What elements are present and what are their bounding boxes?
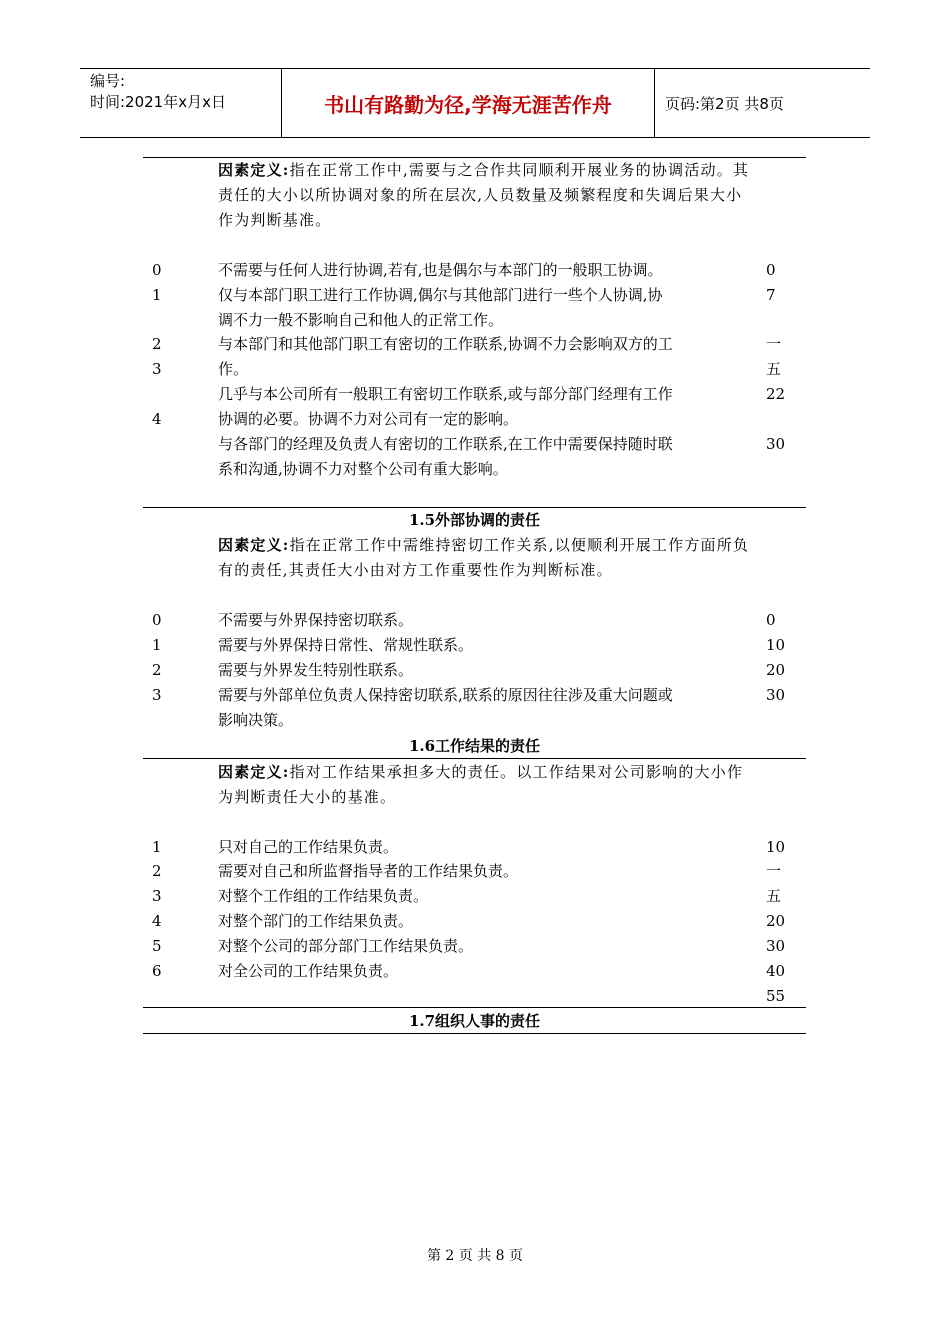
level-number: 1 [152, 636, 162, 654]
level-number: 5 [152, 937, 162, 955]
level-score: 40 [766, 962, 786, 980]
level-number: 2 [152, 335, 162, 353]
level-score: 30 [766, 435, 786, 453]
section-1-6-title: 1.6工作结果的责任 [408, 737, 541, 755]
level-description: 与本部门和其他部门职工有密切的工作联系,协调不力会影响双方的工 [218, 335, 673, 353]
page-header [80, 68, 870, 138]
level-number: 6 [152, 962, 162, 980]
definition-label: 因素定义: [218, 763, 290, 781]
section-rule [143, 758, 806, 759]
level-description: 不需要与任何人进行协调,若有,也是偶尔与本部门的一般职工协调。 [218, 261, 663, 279]
level-score: 30 [766, 937, 786, 955]
level-number: 0 [152, 611, 162, 629]
definition-text: 指在正常工作中,需要与之合作共同顺利开展业务的协调活动。其责任的大小以所协调对象的所在层次,人员数量及频繁程度和失调后果大小作为判断基准。 [218, 161, 750, 229]
level-number: 1 [152, 838, 162, 856]
level-description: 需要对自己和所监督指导者的工作结果负责。 [218, 862, 519, 880]
level-number: 3 [152, 360, 162, 378]
level-number: 1 [152, 286, 162, 304]
section-1-7-title: 1.7组织人事的责任 [408, 1012, 541, 1030]
section-1-5-title: 1.5外部协调的责任 [408, 511, 541, 529]
level-number: 4 [152, 410, 162, 428]
section-1-5-definition [218, 533, 753, 583]
level-description: 影响决策。 [218, 711, 294, 729]
header-motto: 书山有路勤为径,学海无涯苦作舟 [324, 93, 612, 117]
level-score: 一 [766, 335, 782, 353]
level-description: 对全公司的工作结果负责。 [218, 962, 399, 980]
level-score: 7 [766, 286, 776, 304]
level-description: 协调的必要。协调不力对公司有一定的影响。 [218, 410, 519, 428]
level-number: 2 [152, 862, 162, 880]
level-score: 22 [766, 385, 786, 403]
level-description: 不需要与外界保持密切联系。 [218, 611, 414, 629]
level-number: 0 [152, 261, 162, 279]
level-number: 2 [152, 661, 162, 679]
level-description: 对整个公司的部分部门工作结果负责。 [218, 937, 474, 955]
level-score: 五 [766, 360, 782, 378]
header-meta [90, 71, 280, 113]
level-description: 调不力一般不影响自己和他人的正常工作。 [218, 311, 504, 329]
definition-text: 指在正常工作中需维持密切工作关系,以便顺利开展工作方面所负有的责任,其责任大小由对方工作重要性作为判断标准。 [218, 536, 750, 579]
definition-text: 指对工作结果承担多大的责任。以工作结果对公司影响的大小作为判断责任大小的基准。 [218, 763, 744, 806]
level-description: 对整个工作组的工作结果负责。 [218, 887, 429, 905]
level-description: 需要与外界发生特别性联系。 [218, 661, 414, 679]
level-description: 与各部门的经理及负责人有密切的工作联系,在工作中需要保持随时联 [218, 435, 673, 453]
level-score: 10 [766, 636, 786, 654]
level-score: 五 [766, 887, 782, 905]
header-page-info: 页码:第2页 共8页 [665, 95, 784, 113]
level-score: 55 [766, 987, 786, 1005]
section-rule [143, 1007, 806, 1008]
level-score: 20 [766, 912, 786, 930]
definition-label: 因素定义: [218, 536, 290, 554]
section-rule [143, 1033, 806, 1034]
level-number: 3 [152, 686, 162, 704]
level-description: 作。 [218, 360, 249, 378]
level-description: 几乎与本公司所有一般职工有密切工作联系,或与部分部门经理有工作 [218, 385, 673, 403]
definition-label: 因素定义: [218, 161, 290, 179]
level-score: 20 [766, 661, 786, 679]
section-1-6-definition [218, 760, 753, 810]
level-description: 需要与外界保持日常性、常规性联系。 [218, 636, 474, 654]
level-description: 需要与外部单位负责人保持密切联系,联系的原因往往涉及重大问题或 [218, 686, 673, 704]
level-number: 4 [152, 912, 162, 930]
level-number: 3 [152, 887, 162, 905]
level-score: 0 [766, 611, 776, 629]
header-id-label: 编号: [90, 72, 126, 90]
section-1-4-definition [218, 158, 753, 233]
level-score: 10 [766, 838, 786, 856]
level-description: 仅与本部门职工进行工作协调,偶尔与其他部门进行一些个人协调,协 [218, 286, 663, 304]
header-date-label: 时间:2021年x月x日 [90, 93, 226, 111]
header-divider [654, 69, 655, 137]
level-score: 0 [766, 261, 776, 279]
page-footer: 第 2 页 共 8 页 [426, 1248, 524, 1264]
level-score: 一 [766, 862, 782, 880]
level-score: 30 [766, 686, 786, 704]
level-description: 对整个部门的工作结果负责。 [218, 912, 414, 930]
level-description: 只对自己的工作结果负责。 [218, 838, 399, 856]
level-description: 系和沟通,协调不力对整个公司有重大影响。 [218, 460, 508, 478]
